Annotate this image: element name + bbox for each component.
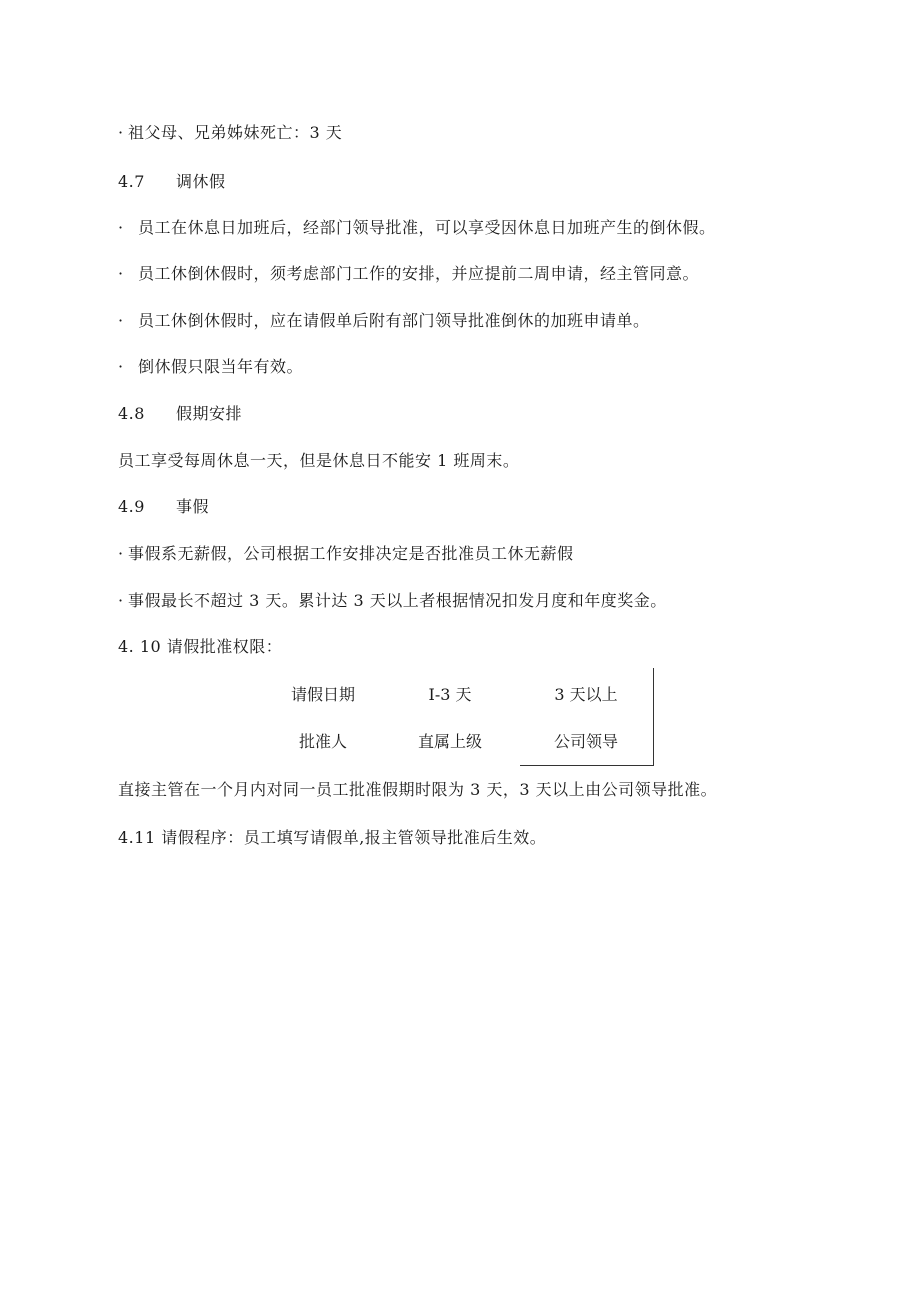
section-4-11-line: [118, 828, 546, 848]
line-text: 员工休倒休假时，应在请假单后附有部门领导批准倒休的加班申请单。: [138, 311, 650, 330]
table-cell-3-plus-days: 3 天以上: [554, 685, 618, 704]
line-text: 员工休倒休假时，须考虑部门工作的安排，并应提前二周申请，经主管同意。: [138, 264, 700, 283]
line-text: 事假最长不超过 3 天。累计达 3 天以上者根据情况扣发月度和年度奖金。: [128, 591, 667, 610]
section-4-7-bullet-3: [118, 311, 650, 331]
section-4-7-heading: [118, 172, 226, 192]
line-text: 倒休假只限当年有效。: [138, 357, 304, 376]
table-cell-1-3-days: I-3 天: [428, 685, 472, 704]
line-text: 直接主管在一个月内对同一员工批准假期时限为 3 天，3 天以上由公司领导批准。: [118, 780, 718, 799]
section-4-9-heading: [118, 497, 209, 517]
section-number: 4.7: [118, 172, 145, 191]
line-text: 祖父母、兄弟姊妹死亡：3 天: [128, 123, 343, 142]
table-cell-company-leader: 公司领导: [553, 732, 618, 751]
section-title: 调休假: [176, 172, 226, 191]
section-number: 4.9: [118, 497, 145, 516]
section-4-7-bullet-2: [118, 264, 699, 284]
line-text: 员工在休息日加班后，经部门领导批准，可以享受因休息日加班产生的倒休假。: [138, 218, 716, 237]
section-4-9-bullet-1: [118, 544, 574, 564]
bullet-icon: ·: [118, 123, 124, 142]
line-text: 事假系无薪假，公司根据工作安排决定是否批准员工休无薪假: [128, 544, 574, 563]
section-title: 假期安排: [176, 404, 243, 423]
bullet-icon: ·: [118, 544, 124, 563]
section-4-8-heading: [118, 404, 242, 424]
bullet-icon: ·: [118, 218, 124, 237]
section-number: 4.8: [118, 404, 145, 423]
section-4-10-note: [118, 780, 717, 800]
section-4-7-bullet-1: [118, 218, 716, 238]
section-4-7-bullet-4: [118, 357, 303, 377]
bullet-icon: ·: [118, 311, 124, 330]
table-cell-approver-label: 批准人: [298, 732, 347, 751]
bereavement-grandparents-line: [118, 123, 342, 143]
bullet-icon: ·: [118, 264, 124, 283]
section-title: 4. 10 请假批准权限：: [118, 637, 283, 656]
line-text: 员工享受每周休息一天，但是休息日不能安 1 班周末。: [118, 451, 520, 470]
approval-authority-table: [258, 668, 654, 766]
bullet-icon: ·: [118, 357, 124, 376]
table-right-border: [653, 668, 654, 766]
section-4-9-bullet-2: [118, 591, 667, 611]
table-cell-direct-supervisor: 直属上级: [417, 732, 482, 751]
bullet-icon: ·: [118, 591, 124, 610]
table-bottom-border: [520, 765, 654, 766]
section-4-10-heading: [118, 637, 282, 657]
section-4-8-paragraph: [118, 451, 519, 471]
section-title: 事假: [176, 497, 210, 516]
table-cell-leave-date-label: 请假日期: [290, 685, 355, 704]
line-text: 4.11 请假程序：员工填写请假单,报主管领导批准后生效。: [118, 828, 547, 847]
